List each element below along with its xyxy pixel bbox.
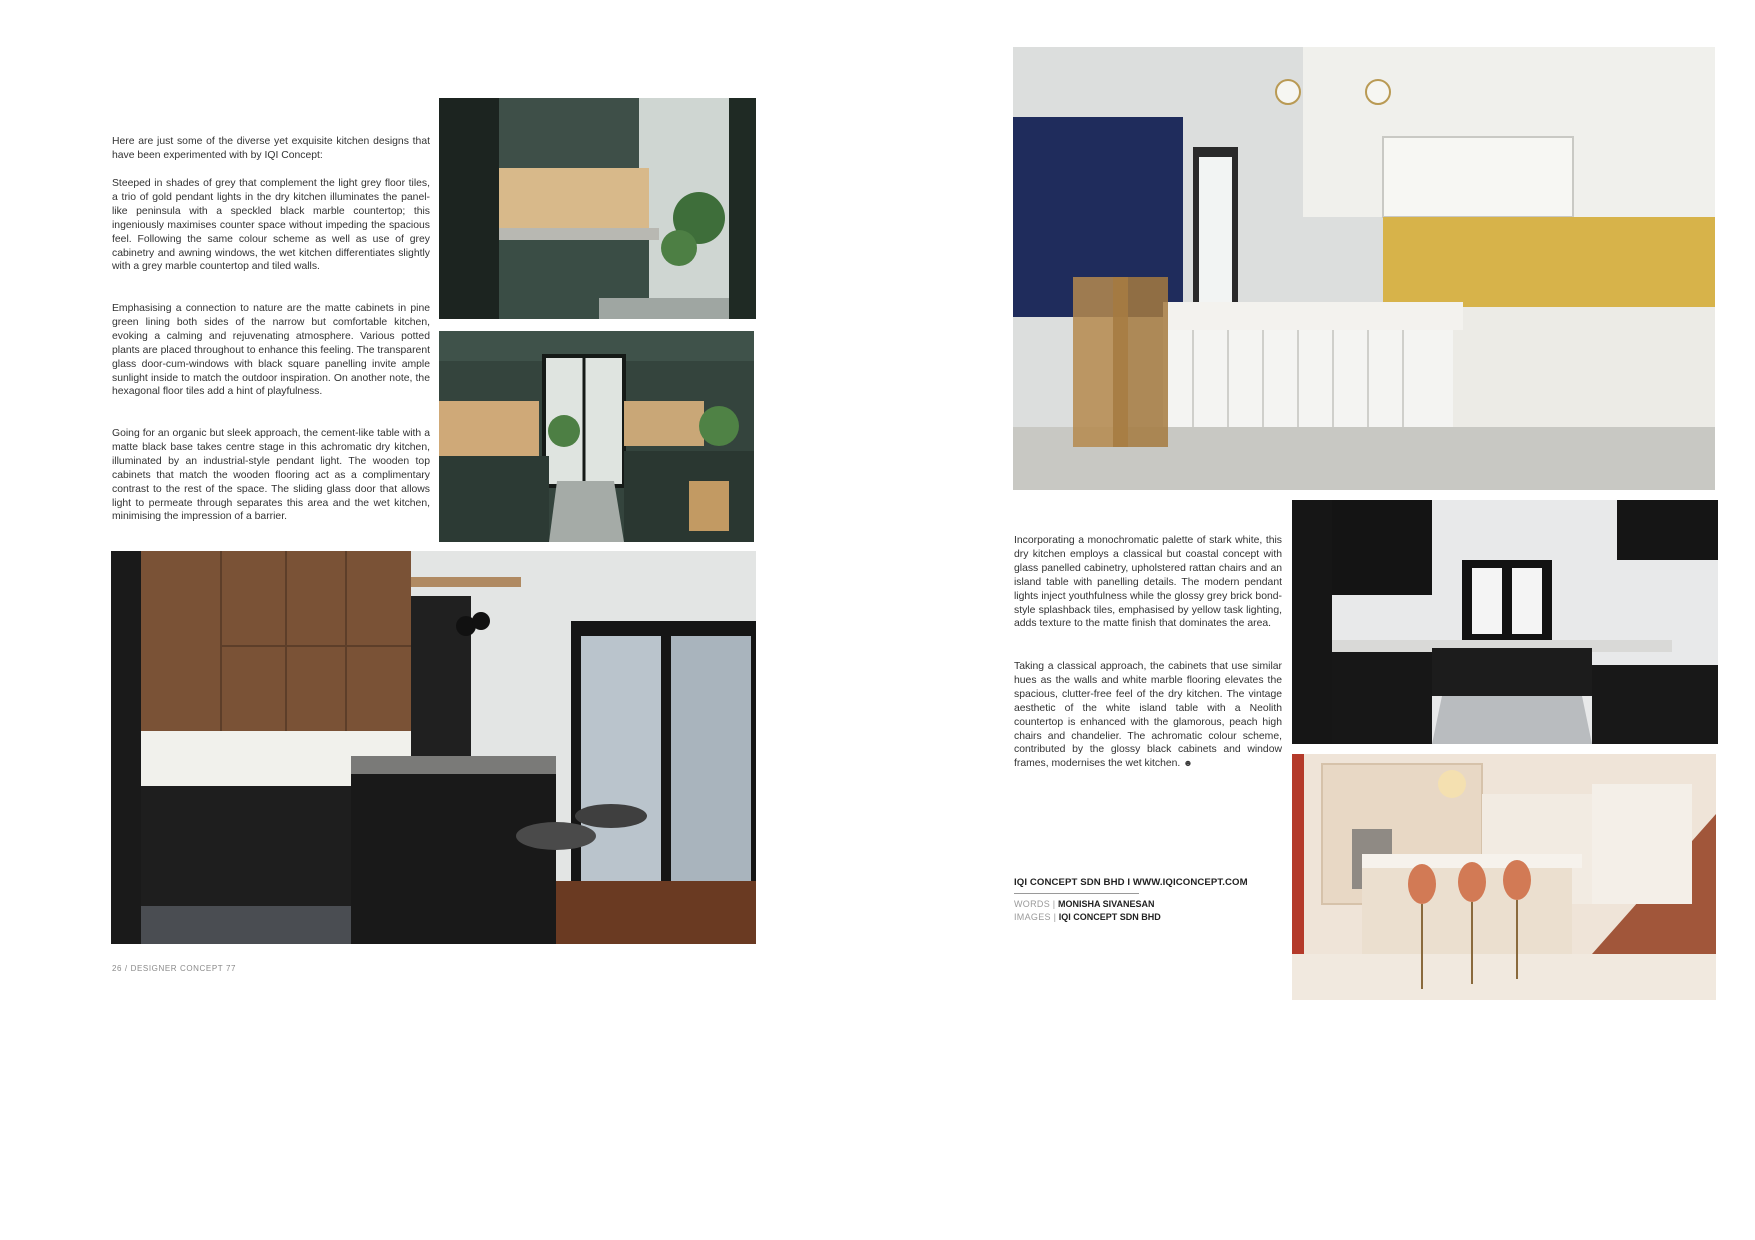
images-value: IQI CONCEPT SDN BHD bbox=[1058, 912, 1161, 922]
black-kitchen-photo bbox=[1292, 500, 1718, 744]
intro-paragraph: Here are just some of the diverse yet exquisite kitchen designs that have been experimented with by IQI Concept: bbox=[112, 136, 430, 161]
page-folio: 26 / DESIGNER CONCEPT 77 bbox=[112, 964, 237, 973]
paragraph-achromatic-kitchen: Going for an organic but sleek approach, the cement-like table with a matte black base takes centre stage in this achromatic dry kitchen, illuminated by an industrial-style pendant light. The wooden top cabinets that match the wooden flooring act as a complimentary contrast to the rest of the space. The sliding glass door that allows light to permeate through separates this area and the wet kitchen, minimising the impression of a barrier. bbox=[112, 428, 430, 523]
paragraph-classical-kitchen bbox=[1014, 660, 1282, 771]
credits-company: IQI CONCEPT SDN BHD I WWW.IQICONCEPT.COM bbox=[1014, 877, 1248, 888]
white-coastal-kitchen-photo bbox=[1013, 47, 1715, 490]
paragraph-classical-text: Taking a classical approach, the cabinets that use similar hues as the walls and white marble flooring elevates the spacious, clutter-free feel of the dry kitchen. The vintage aesthetic of the white island table with a Neolith countertop is enhanced with the glamorous, peach high chairs and chandelier. The achromatic colour scheme, contributed by the glossy black cabinets and window frames, modernises the wet kitchen. bbox=[1014, 661, 1282, 770]
words-label: WORDS | bbox=[1014, 899, 1056, 909]
end-mark-icon: ☻ bbox=[1183, 758, 1193, 769]
credits-divider bbox=[1014, 893, 1139, 894]
achromatic-kitchen-photo bbox=[111, 551, 756, 944]
words-value: MONISHA SIVANESAN bbox=[1057, 899, 1155, 909]
credits-words bbox=[1014, 899, 1154, 909]
paragraph-grey-kitchen: Steeped in shades of grey that complement the light grey floor tiles, a trio of gold pendant lights in the dry kitchen illuminates the panel-like peninsula with a speckled black marble countertop; this ingeniously maximises counter space without impeding the spacious feel. Following the same colour scheme as well as use of grey cabinetry and awning windows, the wet kitchen differentiates slightly with a grey marble countertop and tiled walls. bbox=[112, 178, 430, 273]
green-galley-photo bbox=[439, 331, 754, 542]
credits-images bbox=[1014, 912, 1161, 922]
paragraph-white-kitchen: Incorporating a monochromatic palette of stark white, this dry kitchen employs a classical but coastal concept with glass panelled cabinetry, upholstered rattan chairs and an island table with panelling details. The modern pendant lights inject youthfulness while the glossy grey brick bond-style splashback tiles, emphasised by yellow task lighting, adds texture to the matte finish that dominates the area. bbox=[1014, 535, 1282, 630]
green-kitchen-photo bbox=[439, 98, 756, 319]
images-label: IMAGES | bbox=[1014, 912, 1057, 922]
classical-kitchen-photo bbox=[1292, 754, 1716, 1000]
paragraph-green-kitchen: Emphasising a connection to nature are the matte cabinets in pine green lining both sides of the narrow but comfortable kitchen, evoking a calming and rejuvenating atmosphere. Various potted plants are placed throughout to enhance this feeling. The transparent glass door-cum-windows with black square panelling invite ample sunlight inside to match the outdoor inspiration. On another note, the hexagonal floor tiles add a hint of playfulness. bbox=[112, 303, 430, 398]
